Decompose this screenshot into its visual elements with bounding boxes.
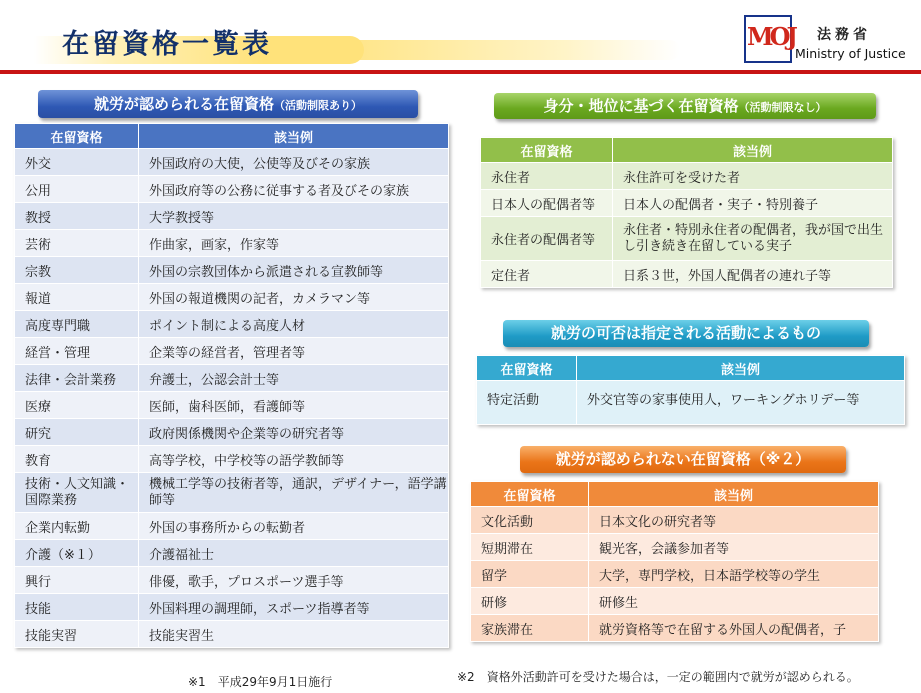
- example-cell: 弁護士，公認会計士等: [139, 365, 449, 392]
- status-cell: 介護（※１）: [15, 540, 139, 567]
- example-cell: 外国政府等の公務に従事する者及びその家族: [139, 176, 449, 203]
- status-cell: 教授: [15, 203, 139, 230]
- example-cell: 俳優，歌手，プロスポーツ選手等: [139, 567, 449, 594]
- column-header-status: 在留資格: [481, 138, 613, 163]
- work-not-permitted-table: [470, 481, 879, 642]
- column-header-status: 在留資格: [477, 356, 577, 381]
- column-header-example: 該当例: [577, 356, 905, 381]
- table-row: [15, 176, 449, 203]
- example-cell: 外国の事務所からの転勤者: [139, 513, 449, 540]
- status-cell: 報道: [15, 284, 139, 311]
- example-cell: 就労資格等で在留する外国人の配偶者，子: [589, 615, 879, 642]
- status-cell: 医療: [15, 392, 139, 419]
- status-cell: 高度専門職: [15, 311, 139, 338]
- example-cell: 外国の報道機関の記者，カメラマン等: [139, 284, 449, 311]
- table-row: [481, 163, 893, 190]
- column-header-status: 在留資格: [15, 124, 139, 149]
- footnote-1: ※1 平成29年9月1日施行: [188, 675, 333, 689]
- status-cell: 技能実習: [15, 621, 139, 648]
- example-cell: 外国の宗教団体から派遣される宣教師等: [139, 257, 449, 284]
- status-cell: 永住者: [481, 163, 613, 190]
- status-cell: 企業内転勤: [15, 513, 139, 540]
- page-title: 在留資格一覧表: [62, 29, 272, 60]
- status-cell: 文化活動: [471, 507, 589, 534]
- column-header-example: 該当例: [139, 124, 449, 149]
- footnote-2: ※2 資格外活動許可を受けた場合は，一定の範囲内で就労が認められる。: [457, 670, 859, 684]
- status-cell: 日本人の配偶者等: [481, 190, 613, 217]
- status-cell: 公用: [15, 176, 139, 203]
- status-cell: 家族滞在: [471, 615, 589, 642]
- status-cell: 外交: [15, 149, 139, 176]
- table-row: [471, 615, 879, 642]
- example-cell: 技能実習生: [139, 621, 449, 648]
- table-row: [15, 540, 449, 567]
- work-permitted-banner-title: 就労が認められる在留資格: [93, 95, 274, 113]
- table-row: [15, 257, 449, 284]
- status-cell: 研究: [15, 419, 139, 446]
- example-cell: 日系３世，外国人配偶者の連れ子等: [613, 261, 893, 288]
- example-cell: 日本文化の研究者等: [589, 507, 879, 534]
- status-cell: 特定活動: [477, 381, 577, 425]
- table-row: [15, 594, 449, 621]
- table-row: [471, 507, 879, 534]
- example-cell: 永住許可を受けた者: [613, 163, 893, 190]
- moj-logo-text: MOJ: [747, 22, 794, 51]
- table-row: [15, 203, 449, 230]
- status-cell: 研修: [471, 588, 589, 615]
- table-row: [15, 621, 449, 648]
- work-permitted-banner-note: （活動制限あり）: [274, 99, 362, 112]
- status-cell: 定住者: [481, 261, 613, 288]
- designated-activities-table: [476, 355, 905, 425]
- status-based-banner-title: 身分・地位に基づく在留資格: [543, 97, 739, 115]
- designated-activities-banner: 就労の可否は指定される活動によるもの: [503, 320, 869, 347]
- status-cell: 法律・会計業務: [15, 365, 139, 392]
- table-row: [481, 217, 893, 261]
- table-row: [481, 190, 893, 217]
- table-row: [15, 473, 449, 513]
- status-cell: 経営・管理: [15, 338, 139, 365]
- ministry-name-en: Ministry of Justice: [795, 46, 906, 61]
- table-row: [15, 365, 449, 392]
- table-row: [471, 561, 879, 588]
- example-cell: 大学教授等: [139, 203, 449, 230]
- status-cell: 芸術: [15, 230, 139, 257]
- work-not-permitted-banner: 就労が認められない在留資格（※２）: [520, 446, 846, 473]
- status-cell: 永住者の配偶者等: [481, 217, 613, 261]
- example-cell: 観光客，会議参加者等: [589, 534, 879, 561]
- example-cell: 研修生: [589, 588, 879, 615]
- status-cell: 留学: [471, 561, 589, 588]
- work-permitted-table: [14, 123, 449, 648]
- table-row: [15, 392, 449, 419]
- table-row: [15, 446, 449, 473]
- table-row: [15, 284, 449, 311]
- example-cell: 外国政府の大使，公使等及びその家族: [139, 149, 449, 176]
- column-header-status: 在留資格: [471, 482, 589, 507]
- status-cell: 短期滞在: [471, 534, 589, 561]
- example-cell: 介護福祉士: [139, 540, 449, 567]
- example-cell: 医師，歯科医師，看護師等: [139, 392, 449, 419]
- table-header-row: [471, 482, 879, 507]
- status-cell: 教育: [15, 446, 139, 473]
- column-header-example: 該当例: [613, 138, 893, 163]
- status-cell: 興行: [15, 567, 139, 594]
- table-row: [471, 534, 879, 561]
- table-row: [15, 513, 449, 540]
- work-permitted-banner: [38, 90, 418, 118]
- table-row: [15, 149, 449, 176]
- table-row: [481, 261, 893, 288]
- status-based-table: [480, 137, 893, 288]
- table-header-row: [481, 138, 893, 163]
- example-cell: 永住者・特別永住者の配偶者，我が国で出生し引き続き在留している実子: [613, 217, 893, 261]
- table-row: [477, 381, 905, 425]
- table-row: [15, 567, 449, 594]
- status-cell: 技能: [15, 594, 139, 621]
- status-cell: 技術・人文知識・国際業務: [15, 473, 139, 513]
- example-cell: 企業等の経営者，管理者等: [139, 338, 449, 365]
- status-cell: 宗教: [15, 257, 139, 284]
- example-cell: ポイント制による高度人材: [139, 311, 449, 338]
- status-based-banner: [494, 93, 876, 119]
- table-row: [15, 338, 449, 365]
- example-cell: 機械工学等の技術者等，通訳，デザイナー，語学講師等: [139, 473, 449, 513]
- column-header-example: 該当例: [589, 482, 879, 507]
- example-cell: 大学，専門学校，日本語学校等の学生: [589, 561, 879, 588]
- table-row: [471, 588, 879, 615]
- example-cell: 作曲家，画家，作家等: [139, 230, 449, 257]
- example-cell: 日本人の配偶者・実子・特別養子: [613, 190, 893, 217]
- table-row: [15, 419, 449, 446]
- ministry-name-jp: 法務省: [817, 27, 871, 43]
- status-based-banner-note: （活動制限なし）: [738, 101, 827, 114]
- header-divider: [0, 70, 921, 74]
- table-row: [15, 311, 449, 338]
- table-row: [15, 230, 449, 257]
- table-header-row: [15, 124, 449, 149]
- example-cell: 政府関係機関や企業等の研究者等: [139, 419, 449, 446]
- example-cell: 外国料理の調理師，スポーツ指導者等: [139, 594, 449, 621]
- example-cell: 高等学校，中学校等の語学教師等: [139, 446, 449, 473]
- example-cell: 外交官等の家事使用人，ワーキングホリデー等: [577, 381, 905, 425]
- table-header-row: [477, 356, 905, 381]
